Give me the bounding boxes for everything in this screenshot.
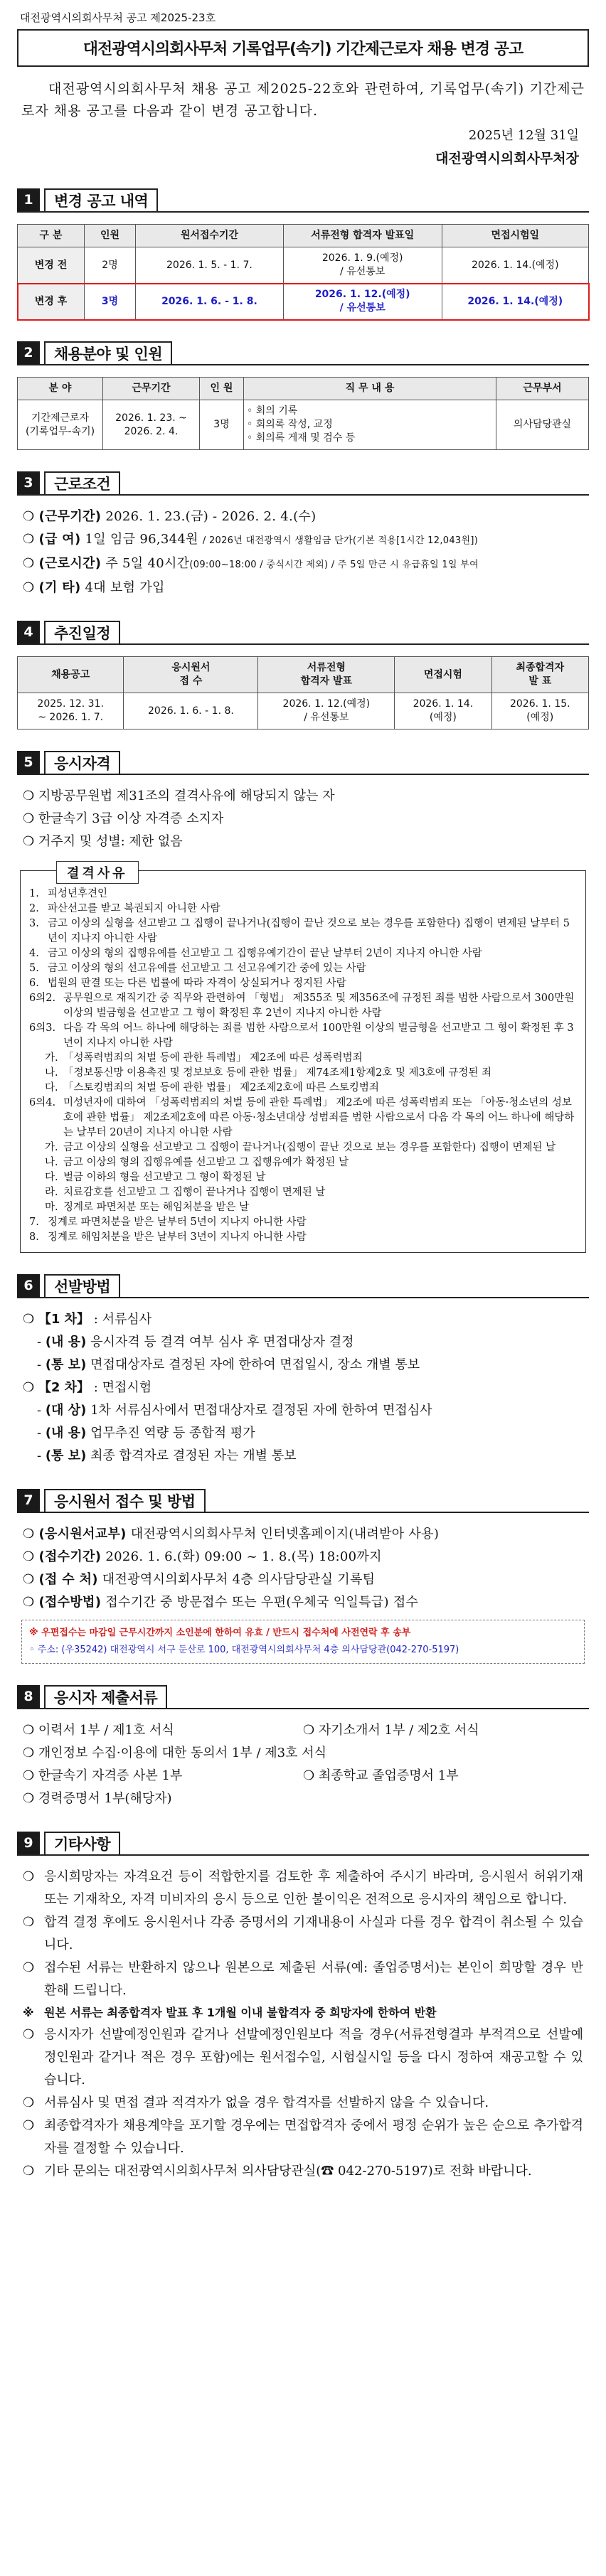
table-cell: 의사담당관실 xyxy=(496,400,589,450)
section-number: 7 xyxy=(17,1489,40,1512)
section-6-header xyxy=(17,1274,589,1298)
col-header: 응시원서 접 수 xyxy=(124,657,258,693)
col-header: 면접시험일 xyxy=(442,225,588,247)
mail-note xyxy=(21,1620,585,1664)
return-warning: ※ 원본 서류는 최종합격자 발표 후 1개월 이내 불합격자 중 희망자에 한하여 반환 xyxy=(23,2006,437,2019)
disqualification-item: 마. 징계로 파면처분 또는 해임처분을 받은 날 xyxy=(45,1202,250,1213)
disqualification-item: 가. 금고 이상의 실형을 선고받고 그 집행이 끝나거나(집행이 끝난 것으로 보는 경우를 포함한다) 집행이 면제된 날 xyxy=(45,1142,556,1153)
application-item: ❍ (응시원서교부) 대전광역시의회사무처 인터넷홈페이지(내려받아 사용) xyxy=(23,1527,440,1541)
note-item: ❍ 응시자가 선발예정인원과 같거나 선발예정인원보다 적을 경우(서류전형결과 부적격으로 선발예정인원과 같거나 적은 경우 포함)에는 원서접수일, 시험실시일 등을 다시 정하여 재공고할 수 있습니다. xyxy=(23,2027,583,2088)
disqualification-item: 4. 금고 이상의 형의 집행유예를 선고받고 그 집행유예기간이 끝난 날부터 2년이 지나지 아니한 사람 xyxy=(29,948,482,959)
note-item: ❍ 응시희망자는 자격요건 등이 적합한지를 검토한 후 제출하여 주시기 바라며, 응시원서 허위기재 또는 기재착오, 자격 미비자의 응시 등으로 인한 불이익은 전적으로 응시자의 책임으로 합니다. xyxy=(23,1869,583,1907)
application-method xyxy=(23,1523,583,1614)
disqualification-item: 8. 징계로 해임처분을 받은 날부터 3년이 지나지 아니한 사람 xyxy=(29,1231,307,1243)
col-header: 구 분 xyxy=(18,225,85,247)
table-cell: 2명 xyxy=(85,247,136,284)
other-notes xyxy=(23,1866,583,2183)
selection-detail: - (통 보) 면접대상자로 결정된 자에 한하여 면접일시, 장소 개별 통보 xyxy=(37,1357,420,1372)
list-item: ❍ 한글속기 3급 이상 자격증 소지자 xyxy=(23,811,224,826)
disqualification-item: 7. 징계로 파면처분을 받은 날부터 5년이 지나지 아니한 사람 xyxy=(29,1217,307,1228)
section-title: 선발방법 xyxy=(44,1274,120,1297)
table-cell: 2026. 1. 9.(예정) / 유선통보 xyxy=(283,247,442,284)
section-number: 3 xyxy=(17,471,40,494)
duty-item: ◦ 회의 기록 xyxy=(247,405,298,417)
disqualification-item: 라. 치료감호를 선고받고 그 집행이 끝나거나 집행이 면제된 날 xyxy=(45,1187,326,1198)
table-cell: 2026. 1. 14.(예정) xyxy=(442,284,588,320)
section-2-header xyxy=(17,341,589,365)
selection-method xyxy=(23,1308,583,1468)
col-header: 직 무 내 용 xyxy=(244,378,496,400)
section-1-header xyxy=(17,188,589,213)
disqualification-item: 5. 금고 이상의 형의 선고유예를 선고받고 그 선고유예기간 중에 있는 사람 xyxy=(29,963,366,974)
section-9-header xyxy=(17,1832,589,1856)
issuer: 대전광역시의회사무처장 xyxy=(435,151,579,166)
document-item: ❍ 한글속기 자격증 사본 1부 xyxy=(23,1768,183,1783)
disqualification-item: 6의2. 공무원으로 재직기간 중 직무와 관련하여 「형법」 제355조 및 제356조에 규정된 죄를 범한 사람으로서 300만원 이상의 벌금형을 선고받고 그 형이 확정된 후 2년이 지나지 아니한 사람 xyxy=(29,993,575,1019)
section-title: 채용분야 및 인원 xyxy=(44,341,172,364)
change-table xyxy=(17,224,589,320)
page-title: 대전광역시의회사무처 기록업무(속기) 기간제근로자 채용 변경 공고 xyxy=(83,41,523,58)
disqualification-item: 1. 피성년후견인 xyxy=(29,888,108,899)
note-item: ❍ 최종합격자가 채용계약을 포기할 경우에는 면접합격자 중에서 평정 순위가 높은 순으로 추가합격자를 결정할 수 있습니다. xyxy=(23,2118,583,2156)
section-5-header xyxy=(17,751,589,775)
section-title: 응시자격 xyxy=(44,751,120,774)
mail-address: ◦ 주소: (우35242) 대전광역시 서구 둔산로 100, 대전광역시의회사무처 4층 의사담당관(042-270-5197) xyxy=(29,1645,459,1655)
disqualification-item: 3. 금고 이상의 실형을 선고받고 그 집행이 끝나거나(집행이 끝난 것으로 보는 경우를 포함한다) 집행이 면제된 날부터 5년이 지나지 아니한 사람 xyxy=(29,918,570,944)
selection-detail: - (대 상) 1차 서류심사에서 면접대상자로 결정된 자에 한하여 면접심사 xyxy=(37,1403,432,1418)
col-header: 분 야 xyxy=(18,378,103,400)
note-item: ❍ 기타 문의는 대전광역시의회사무처 의사담당관실(☎ 042-270-5197)로 전화 바랍니다. xyxy=(23,2164,532,2179)
duties-cell xyxy=(244,400,496,450)
intro-paragraph: 대전광역시의회사무처 채용 공고 제2025-22호와 관련하여, 기록업무(속기) 기간제근로자 채용 공고를 다음과 같이 변경 공고합니다. xyxy=(21,81,585,119)
col-header: 인원 xyxy=(85,225,136,247)
condition-item: ❍ (근로시간) 주 5일 40시간(09:00~18:00 / 중식시간 제외) / 주 5일 만근 시 유급휴일 1일 부여 xyxy=(23,556,479,571)
disqualification-item: 나. 「정보통신망 이용촉진 및 정보보호 등에 관한 법률」 제74조제1항제2호 및 제3호에 규정된 죄 xyxy=(45,1067,492,1079)
section-number: 5 xyxy=(17,751,40,774)
schedule-table xyxy=(17,656,589,729)
notice-date: 2025년 12월 31일 xyxy=(468,128,579,143)
section-title: 변경 공고 내역 xyxy=(44,188,158,211)
mail-note-warning: ※ 우편접수는 마감일 근무시간까지 소인분에 한하여 유효 / 반드시 접수처에 사전연락 후 송부 xyxy=(29,1628,411,1638)
disqualification-item: 다. 벌금 이하의 형을 선고받고 그 형이 확정된 날 xyxy=(45,1172,266,1183)
list-item: ❍ 지방공무원법 제31조의 결격사유에 해당되지 않는 자 xyxy=(23,789,335,803)
table-cell: 3명 xyxy=(200,400,244,450)
col-header: 면접시험 xyxy=(395,657,491,693)
section-number: 1 xyxy=(17,188,40,211)
selection-detail: - (내 용) 응시자격 등 결격 여부 심사 후 면접대상자 결정 xyxy=(37,1335,354,1350)
application-item: ❍ (접 수 처) 대전광역시의회사무처 4층 의사담당관실 기록팀 xyxy=(23,1572,376,1587)
table-cell: 2026. 1. 12.(예정) / 유선통보 xyxy=(283,284,442,320)
col-header: 채용공고 xyxy=(18,657,124,693)
selection-detail: - (통 보) 최종 합격자로 결정된 자는 개별 통보 xyxy=(37,1448,297,1463)
selection-stage: ❍ 【1 차】 : 서류심사 xyxy=(23,1312,152,1327)
table-row xyxy=(18,400,589,450)
section-title: 추진일정 xyxy=(44,621,120,643)
note-item: ❍ 서류심사 및 면접 결과 적격자가 없을 경우 합격자를 선발하지 않을 수 있습니다. xyxy=(23,2095,489,2110)
col-header: 근무기간 xyxy=(103,378,200,400)
table-cell: 3명 xyxy=(85,284,136,320)
disqualification-item: 다. 「스토킹범죄의 처벌 등에 관한 법률」 제2조제2호에 따른 스토킹범죄 xyxy=(45,1082,379,1094)
note-item: ❍ 합격 결정 후에도 응시원서나 각종 증명서의 기재내용이 사실과 다를 경우 합격이 취소될 수 있습니다. xyxy=(23,1915,583,1952)
disqualification-item: 가. 「성폭력범죄의 처벌 등에 관한 특례법」 제2조에 따른 성폭력범죄 xyxy=(45,1052,363,1064)
col-header: 서류전형 합격자 발표 xyxy=(258,657,395,693)
document-item: ❍ 이력서 1부 / 제1호 서식 xyxy=(23,1723,174,1738)
section-number: 9 xyxy=(17,1832,40,1854)
col-header: 인 원 xyxy=(200,378,244,400)
disqualification-item: 6의4. 미성년자에 대하여 「성폭력범죄의 처벌 등에 관한 특례법」 제2조에 따른 성폭력범죄 또는 「아동·청소년의 성보호에 관한 법률」 제2조제2호에 따른 아동·청소년대상 성범죄를 범한 사람으로서 다음 각 목의 어느 하나에 해당하는 날부터 20년이 지나지 아니한 사람 xyxy=(29,1097,575,1138)
section-3-header xyxy=(17,471,589,496)
table-cell: 2026. 1. 6. - 1. 8. xyxy=(136,284,284,320)
application-item: ❍ (접수기간) 2026. 1. 6.(화) 09:00 ~ 1. 8.(목) 18:00까지 xyxy=(23,1549,382,1564)
disqualification-item: 6의3. 다음 각 목의 어느 하나에 해당하는 죄를 범한 사람으로서 100만원 이상의 벌금형을 선고받고 그 형이 확정된 후 3년이 지나지 아니한 사람 xyxy=(29,1022,574,1049)
field-table xyxy=(17,377,589,450)
table-cell: 2026. 1. 23. ~ 2026. 2. 4. xyxy=(103,400,200,450)
qualification-list xyxy=(23,785,583,853)
condition-item: ❍ (기 타) 4대 보험 가입 xyxy=(23,580,165,595)
required-documents xyxy=(23,1719,583,1810)
disqualification-title: 결격사유 xyxy=(56,861,139,884)
selection-stage: ❍ 【2 차】 : 면접시험 xyxy=(23,1380,152,1395)
work-conditions xyxy=(23,506,583,599)
table-cell: 2025. 12. 31. ~ 2026. 1. 7. xyxy=(18,693,124,729)
col-header: 최종합격자 발 표 xyxy=(491,657,588,693)
table-row xyxy=(18,693,589,729)
table-cell: 2026. 1. 12.(예정) / 유선통보 xyxy=(258,693,395,729)
application-item: ❍ (접수방법) 접수기간 중 방문접수 또는 우편(우체국 익일특급) 접수 xyxy=(23,1595,419,1610)
disqualification-item: 6. 법원의 판결 또는 다른 법률에 따라 자격이 상실되거나 정지된 사람 xyxy=(29,978,346,989)
section-number: 2 xyxy=(17,341,40,364)
section-number: 8 xyxy=(17,1685,40,1708)
disqualification-list xyxy=(29,887,577,1245)
section-title: 응시원서 접수 및 방법 xyxy=(44,1489,206,1512)
duty-item: ◦ 회의록 작성, 교정 xyxy=(247,419,333,430)
section-title: 응시자 제출서류 xyxy=(44,1685,167,1708)
table-cell: 변경 전 xyxy=(18,247,85,284)
section-number: 6 xyxy=(17,1274,40,1297)
table-header-row xyxy=(18,225,589,247)
table-row-after xyxy=(18,284,589,320)
table-cell: 2026. 1. 15. (예정) xyxy=(491,693,588,729)
col-header: 서류전형 합격자 발표일 xyxy=(283,225,442,247)
duty-item: ◦ 회의록 게재 및 검수 등 xyxy=(247,432,356,444)
section-title: 근로조건 xyxy=(44,471,120,494)
disqualification-box xyxy=(20,866,586,1253)
table-row-before xyxy=(18,247,589,284)
section-title: 기타사항 xyxy=(44,1832,120,1854)
section-number: 4 xyxy=(17,621,40,643)
note-item: ❍ 접수된 서류는 반환하지 않으나 원본으로 제출된 서류(예: 졸업증명서)는 본인이 희망할 경우 반환해 드립니다. xyxy=(23,1960,583,1998)
document-item: ❍ 자기소개서 1부 / 제2호 서식 xyxy=(303,1723,479,1738)
document-item: ❍ 최종학교 졸업증명서 1부 xyxy=(303,1768,459,1783)
table-cell: 2026. 1. 5. - 1. 7. xyxy=(136,247,284,284)
list-item: ❍ 거주지 및 성별: 제한 없음 xyxy=(23,834,183,849)
document-item: ❍ 개인정보 수집·이용에 대한 동의서 1부 / 제3호 서식 xyxy=(23,1746,326,1760)
title-box xyxy=(17,29,589,67)
section-8-header xyxy=(17,1685,589,1709)
table-cell: 2026. 1. 14.(예정) xyxy=(442,247,588,284)
notice-number: 대전광역시의회사무처 공고 제2025-23호 xyxy=(20,11,216,24)
col-header: 원서접수기간 xyxy=(136,225,284,247)
condition-item: ❍ (근무기간) 2026. 1. 23.(금) - 2026. 2. 4.(수) xyxy=(23,509,317,524)
table-header-row xyxy=(18,657,589,693)
condition-item: ❍ (급 여) 1일 임금 96,344원 / 2026년 대전광역시 생활임금 단가(기본 적용[1시간 12,043원]) xyxy=(23,532,479,547)
table-cell: 기간제근로자 (기록업무-속기) xyxy=(18,400,103,450)
disqualification-item: 나. 금고 이상의 형의 집행유예를 선고받고 그 집행유예가 확정된 날 xyxy=(45,1157,349,1168)
table-header-row xyxy=(18,378,589,400)
section-7-header xyxy=(17,1489,589,1513)
table-cell: 변경 후 xyxy=(18,284,85,320)
table-cell: 2026. 1. 6. - 1. 8. xyxy=(124,693,258,729)
section-4-header xyxy=(17,621,589,645)
document-item: ❍ 경력증명서 1부(해당자) xyxy=(23,1791,172,1806)
selection-detail: - (내 용) 업무추진 역량 등 종합적 평가 xyxy=(37,1426,255,1441)
col-header: 근무부서 xyxy=(496,378,589,400)
table-cell: 2026. 1. 14. (예정) xyxy=(395,693,491,729)
disqualification-item: 2. 파산선고를 받고 복권되지 아니한 사람 xyxy=(29,903,220,914)
